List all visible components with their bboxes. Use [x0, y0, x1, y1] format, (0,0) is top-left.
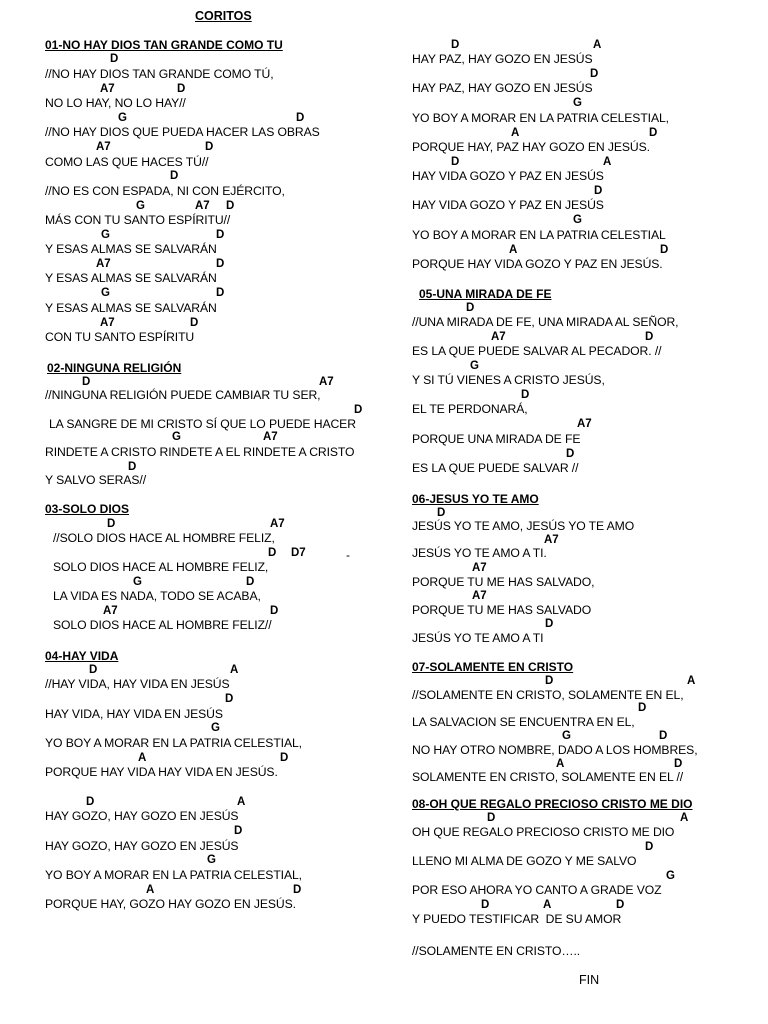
chord: A	[543, 899, 552, 911]
lyric-line: LLENO MI ALMA DE GOZO Y ME SALVO	[412, 854, 637, 868]
chord: D	[268, 547, 277, 559]
chord: G	[118, 112, 127, 124]
chord: A7	[100, 83, 115, 95]
lyric-line: SOLO DIOS HACE AL HOMBRE FELIZ,	[53, 560, 269, 574]
chord: D	[89, 664, 98, 676]
lyric-line: CON TU SANTO ESPÍRITU	[45, 330, 195, 344]
lyric-line: YO BOY A MORAR EN LA PATRIA CELESTIAL,	[45, 736, 302, 750]
chord: A7	[96, 258, 111, 270]
lyric-line: HAY VIDA GOZO Y PAZ EN JESÚS	[412, 169, 604, 183]
chord: A	[556, 758, 565, 770]
stray-dash: -	[346, 548, 350, 562]
chord: D	[354, 404, 363, 416]
chord: D	[110, 53, 119, 65]
song-05-heading: 05-UNA MIRADA DE FE	[419, 287, 552, 301]
lyric-line: Y ESAS ALMAS SE SALVARÁN	[45, 301, 217, 315]
chord: D	[659, 730, 668, 742]
lyric-line: NO HAY OTRO NOMBRE, DADO A LOS HOMBRES,	[412, 743, 698, 757]
chord: G	[101, 287, 110, 299]
chord: D	[616, 899, 625, 911]
lyric-line: JESÚS YO TE AMO A TI	[412, 631, 544, 645]
lyric-line: LA VIDA ES NADA, TODO SE ACABA,	[53, 589, 261, 603]
chord: D	[216, 258, 225, 270]
chord: A7	[491, 331, 506, 343]
chord: D	[545, 675, 554, 687]
lyric-line: YO BOY A MORAR EN LA PATRIA CELESTIAL	[412, 228, 666, 242]
lyric-line: //SOLO DIOS HACE AL HOMBRE FELIZ,	[53, 531, 275, 545]
chord: A7	[472, 590, 487, 602]
chord: D	[645, 841, 654, 853]
lyric-line: HAY GOZO, HAY GOZO EN JESÚS	[45, 809, 239, 823]
chord: A	[680, 812, 689, 824]
chord: G	[573, 97, 582, 109]
lyric-line: LA SALVACION SE ENCUENTRA EN EL,	[412, 715, 635, 729]
chord: A7	[270, 518, 285, 530]
lyric-line: RINDETE A CRISTO RINDETE A EL RINDETE A CRISTO	[45, 445, 355, 459]
chord: A	[230, 664, 239, 676]
chord: D	[296, 112, 305, 124]
lyric-line: HAY VIDA GOZO Y PAZ EN JESÚS	[412, 198, 604, 212]
chord: D	[638, 702, 647, 714]
chord: D	[481, 899, 490, 911]
chord: D	[649, 127, 658, 139]
chord: A	[138, 752, 147, 764]
chord: D	[280, 752, 289, 764]
chord: A7	[472, 562, 487, 574]
song-08-heading: 08-OH QUE REGALO PRECIOSO CRISTO ME DIO	[412, 797, 693, 811]
song-07-heading: 07-SOLAMENTE EN CRISTO	[412, 660, 574, 674]
lyric-line: //NO HAY DIOS TAN GRANDE COMO TÚ,	[45, 67, 274, 81]
chord: D	[205, 141, 214, 153]
chord: D	[451, 39, 460, 51]
lyric-line: //SOLAMENTE EN CRISTO…..	[412, 944, 581, 958]
chord: D	[590, 68, 599, 80]
lyric-line: LA SANGRE DE MI CRISTO SÍ QUE LO PUEDE HACER	[49, 417, 356, 431]
lyric-line: POR ESO AHORA YO CANTO A GRADE VOZ	[412, 883, 662, 897]
lyric-line: SOLAMENTE EN CRISTO, SOLAMENTE EN EL //	[412, 770, 684, 784]
lyric-line: //HAY VIDA, HAY VIDA EN JESÚS	[45, 677, 230, 691]
lyric-line: Y SALVO SERAS//	[45, 473, 147, 487]
lyric-line: Y SI TÚ VIENES A CRISTO JESÚS,	[412, 373, 605, 387]
chord: A7	[100, 317, 115, 329]
lyric-line: PORQUE HAY, PAZ HAY GOZO EN JESÚS.	[412, 140, 650, 154]
chord: D	[645, 331, 654, 343]
lyric-line: PORQUE UNA MIRADA DE FE	[412, 432, 581, 446]
chord: D	[270, 605, 279, 617]
chord: A	[509, 244, 518, 256]
lyric-line: HAY VIDA, HAY VIDA EN JESÚS	[45, 707, 223, 721]
lyric-line: JESÚS YO TE AMO A TI.	[412, 546, 547, 560]
song-01-heading: 01-NO HAY DIOS TAN GRANDE COMO TU	[45, 38, 283, 52]
lyric-line: PORQUE HAY, GOZO HAY GOZO EN JESÚS.	[45, 897, 296, 911]
chord: D	[225, 693, 234, 705]
fin-label: FIN	[579, 973, 600, 987]
song-02-heading: 02-NINGUNA RELIGIÓN	[47, 361, 182, 375]
chord: G	[136, 200, 145, 212]
chord: G	[207, 854, 216, 866]
chord: D	[190, 317, 199, 329]
chord: D	[82, 376, 91, 388]
song-06-heading: 06-JESUS YO TE AMO	[412, 492, 539, 506]
chord: G	[101, 229, 110, 241]
chord: D	[226, 200, 235, 212]
chord: D	[293, 884, 302, 896]
lyric-line: YO BOY A MORAR EN LA PATRIA CELESTIAL,	[45, 868, 302, 882]
chord: A7	[319, 376, 334, 388]
lyric-line: COMO LAS QUE HACES TÚ//	[45, 155, 209, 169]
lyric-line: MÁS CON TU SANTO ESPÍRITU//	[45, 213, 231, 227]
chord: A7	[96, 141, 111, 153]
chord: G	[666, 870, 675, 882]
chord: D	[660, 244, 669, 256]
lyric-line: JESÚS YO TE AMO, JESÚS YO TE AMO	[412, 519, 635, 533]
lyric-line: SOLO DIOS HACE AL HOMBRE FELIZ//	[53, 618, 272, 632]
chord: D	[674, 758, 683, 770]
chord: D	[216, 287, 225, 299]
document-title: CORITOS	[195, 9, 252, 23]
lyric-line: //NO ES CON ESPADA, NI CON EJÉRCITO,	[45, 184, 285, 198]
lyric-line: Y ESAS ALMAS SE SALVARÁN	[45, 271, 217, 285]
chord: G	[133, 576, 142, 588]
lyric-line: //NINGUNA RELIGIÓN PUEDE CAMBIAR TU SER,	[45, 388, 321, 402]
chord: A	[237, 796, 246, 808]
lyric-line: HAY GOZO, HAY GOZO EN JESÚS	[45, 839, 239, 853]
chord: A7	[263, 431, 278, 443]
lyric-line: Y PUEDO TESTIFICAR DE SU AMOR	[412, 912, 622, 926]
chord: D	[566, 448, 575, 460]
chord: D	[177, 83, 186, 95]
chord: D	[487, 812, 496, 824]
song-04-heading: 04-HAY VIDA	[45, 649, 119, 663]
lyric-line: OH QUE REGALO PRECIOSO CRISTO ME DIO	[412, 825, 675, 839]
chord: A7	[544, 534, 559, 546]
chord: D	[107, 518, 116, 530]
chord: A	[603, 156, 612, 168]
chord: D	[466, 302, 475, 314]
song-03-heading: 03-SOLO DIOS	[45, 502, 130, 516]
chord: D	[451, 156, 460, 168]
chord: A7	[195, 200, 210, 212]
chord: G	[573, 214, 582, 226]
chord: D	[128, 461, 137, 473]
chord: A7	[577, 418, 592, 430]
lyric-line: ES LA QUE PUEDE SALVAR AL PECADOR. //	[412, 344, 662, 358]
chord: D	[216, 229, 225, 241]
lyric-line: PORQUE TU ME HAS SALVADO,	[412, 575, 595, 589]
lyric-line: //SOLAMENTE EN CRISTO, SOLAMENTE EN EL,	[412, 688, 684, 702]
chord: G	[211, 722, 220, 734]
lyric-line: PORQUE TU ME HAS SALVADO	[412, 603, 592, 617]
chord: D	[594, 185, 603, 197]
chord: D	[545, 618, 554, 630]
lyric-line: NO LO HAY, NO LO HAY//	[45, 96, 186, 110]
chord: G	[172, 431, 181, 443]
chord: A	[593, 39, 602, 51]
lyric-line: //NO HAY DIOS QUE PUEDA HACER LAS OBRAS	[45, 125, 320, 139]
lyric-line: //UNA MIRADA DE FE, UNA MIRADA AL SEÑOR,	[412, 315, 679, 329]
chord: A	[511, 127, 520, 139]
chord: D7	[291, 547, 306, 559]
lyric-line: Y ESAS ALMAS SE SALVARÁN	[45, 242, 217, 256]
chord: A	[146, 884, 155, 896]
chord: D	[86, 796, 95, 808]
chord: A7	[103, 605, 118, 617]
lyric-line: HAY PAZ, HAY GOZO EN JESÚS	[412, 52, 593, 66]
chord: D	[246, 576, 255, 588]
lyric-line: EL TE PERDONARÁ,	[412, 402, 528, 416]
lyric-line: ES LA QUE PUEDE SALVAR //	[412, 461, 579, 475]
chord: G	[470, 360, 479, 372]
chord: G	[562, 730, 571, 742]
lyric-line: HAY PAZ, HAY GOZO EN JESÚS	[412, 81, 593, 95]
chord: D	[437, 507, 446, 519]
lyric-line: YO BOY A MORAR EN LA PATRIA CELESTIAL,	[412, 111, 669, 125]
chord: D	[521, 389, 530, 401]
lyric-line: PORQUE HAY VIDA HAY VIDA EN JESÚS.	[45, 765, 278, 779]
chord: D	[170, 170, 179, 182]
lyric-line: PORQUE HAY VIDA GOZO Y PAZ EN JESÚS.	[412, 257, 663, 271]
chord: D	[234, 825, 243, 837]
chord: A	[687, 675, 696, 687]
